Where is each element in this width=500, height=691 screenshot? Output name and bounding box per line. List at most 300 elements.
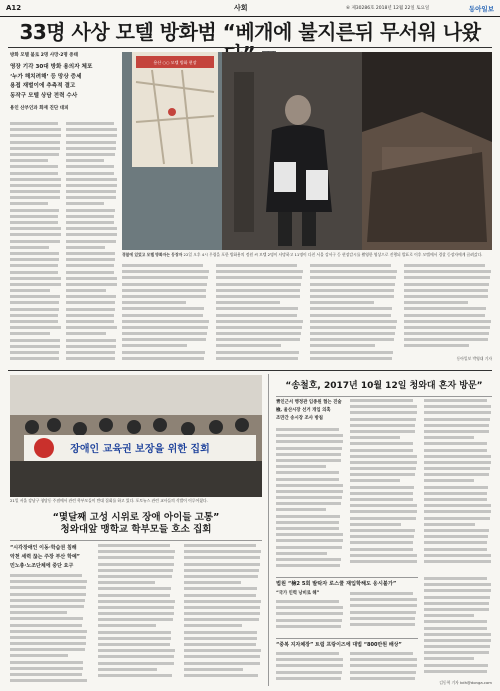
text-line (122, 314, 203, 317)
text-line (424, 523, 475, 526)
text-line (216, 338, 300, 341)
text-line (66, 184, 117, 187)
body-text-column (310, 264, 398, 364)
text-line (66, 345, 116, 348)
text-line (404, 332, 489, 335)
text-line (424, 449, 487, 452)
text-line (10, 648, 85, 651)
text-line (98, 600, 175, 603)
text-line (184, 662, 260, 665)
text-line (424, 529, 489, 532)
text-line (350, 430, 415, 433)
text-line (350, 611, 416, 614)
text-line (404, 295, 488, 298)
text-line (276, 606, 343, 609)
text-line (216, 270, 303, 273)
text-line (350, 442, 413, 445)
text-line (66, 172, 114, 175)
text-line (184, 569, 259, 572)
text-line (310, 357, 392, 360)
text-line (66, 339, 116, 342)
text-line (424, 517, 490, 520)
text-line (66, 271, 114, 274)
protest-photo-caption: 21일 서울 강남구 청담동 주점에서 관련 학부모들이 반대 집회를 하고 있다. 포토뉴스 관련 교사들의 삭발이 이루어졌다. (10, 498, 208, 503)
text-line (98, 581, 155, 584)
text-line (184, 550, 261, 553)
text-line (66, 153, 115, 156)
text-line (10, 654, 68, 657)
protest-headline-1: “몇달째 고성 시위로 장애 아이들 고통” (52, 512, 220, 523)
text-line (66, 264, 114, 267)
text-line (424, 535, 488, 538)
text-line (98, 649, 175, 652)
text-line (310, 314, 391, 317)
text-line (276, 539, 343, 542)
body-text-column (276, 652, 344, 686)
text-line (10, 308, 59, 311)
body-text-column (66, 122, 118, 368)
text-line (276, 664, 343, 667)
text-line (424, 399, 487, 402)
text-line (122, 307, 204, 310)
text-line (10, 314, 58, 317)
text-line (66, 233, 117, 236)
text-line (350, 504, 417, 507)
text-line (10, 153, 59, 156)
body-text-column (216, 264, 304, 364)
text-line (10, 147, 60, 150)
text-line (122, 351, 205, 354)
text-line (424, 589, 491, 592)
text-line (10, 351, 59, 354)
text-line (10, 233, 61, 236)
protest-subheads (10, 544, 110, 571)
text-line (310, 289, 394, 292)
text-line (10, 630, 87, 633)
text-line (276, 671, 342, 674)
text-line (216, 289, 300, 292)
subhead: “시각장애인 이동·학습권 침해 (10, 545, 77, 551)
text-line (10, 642, 86, 645)
text-line (98, 550, 175, 553)
text-line (98, 624, 156, 627)
text-line (350, 541, 413, 544)
text-line (10, 580, 87, 583)
newspaper-logo: 동아일보 (468, 4, 494, 13)
body-text-column (350, 399, 418, 572)
text-line (216, 320, 303, 323)
text-line (66, 289, 106, 292)
protest-scene (10, 375, 262, 497)
text-line (184, 544, 256, 547)
text-line (66, 196, 116, 199)
section-rule (8, 370, 492, 371)
text-line (276, 502, 341, 505)
text-line (424, 430, 489, 433)
text-line (350, 498, 413, 501)
caption-bold: 경찰에 있었고 모텔 방화자는 등장자 (122, 252, 183, 257)
text-line (350, 436, 400, 439)
text-line (66, 283, 117, 286)
page-number: A12 (6, 4, 22, 12)
text-line (276, 434, 343, 437)
text-line (310, 344, 375, 347)
text-line (98, 637, 171, 640)
text-line (10, 593, 86, 596)
text-line (10, 326, 61, 329)
text-line (276, 459, 341, 462)
text-line (10, 673, 82, 676)
text-line (66, 134, 117, 137)
text-line (310, 351, 393, 354)
text-line (350, 664, 417, 667)
text-line (98, 612, 174, 615)
text-line (404, 283, 489, 286)
text-line (276, 478, 339, 481)
body-text-column (424, 577, 492, 677)
text-line (66, 128, 117, 131)
text-line (310, 276, 396, 279)
rule (276, 577, 418, 578)
subhead: 동작구 모텔 상담 전력 수사 (10, 92, 78, 99)
text-line (10, 599, 85, 602)
text-line (276, 490, 343, 493)
text-line (424, 651, 489, 654)
text-line (66, 295, 116, 298)
text-line (66, 227, 117, 230)
text-line (10, 246, 49, 249)
text-line (216, 264, 297, 267)
text-line (122, 289, 206, 292)
text-line (276, 552, 327, 555)
text-line (10, 196, 60, 199)
text-line (122, 344, 187, 347)
rule (10, 540, 262, 541)
text-line (310, 307, 392, 310)
text-line (184, 643, 256, 646)
byline: 김동혁 기자 kdh@donga.com (439, 680, 492, 685)
text-line (424, 467, 490, 470)
text-line (10, 661, 83, 664)
text-line (10, 332, 50, 335)
text-line (66, 215, 114, 218)
text-line (424, 504, 491, 507)
text-line (66, 240, 116, 243)
text-line (424, 645, 490, 648)
subhead: 조만간 송시장 조사 방침 (276, 416, 324, 421)
text-line (276, 465, 326, 468)
text-line (424, 639, 491, 642)
text-line (404, 344, 469, 347)
banner-text: 장애인 교육권 보장을 위한 집회 (70, 444, 210, 455)
text-line (10, 209, 59, 212)
text-line (98, 662, 174, 665)
text-line (424, 664, 488, 667)
text-line (424, 554, 491, 557)
text-line (424, 405, 491, 408)
text-line (424, 541, 487, 544)
protest-headline (10, 512, 262, 536)
main-subheads (10, 52, 114, 113)
text-line (98, 631, 171, 634)
text-line (98, 606, 174, 609)
text-line (10, 624, 82, 627)
text-line (424, 455, 491, 458)
text-line (424, 620, 487, 623)
body-text-column (184, 544, 262, 686)
text-line (216, 307, 298, 310)
text-line (10, 283, 61, 286)
text-line (98, 544, 170, 547)
text-line (66, 141, 116, 144)
text-line (276, 652, 339, 655)
text-line (66, 301, 115, 304)
text-line (122, 326, 208, 329)
photo-credit: 동아일보 박영대 기자 (456, 356, 492, 361)
text-line (424, 424, 489, 427)
text-line (122, 338, 206, 341)
protest-headline-2: 청와대앞 맹학교 학부모들 호소 집회 (60, 524, 212, 535)
text-line (122, 332, 207, 335)
text-line (310, 332, 395, 335)
text-line (310, 270, 397, 273)
text-line (276, 527, 339, 530)
text-line (10, 202, 48, 205)
main-photo (122, 52, 492, 250)
text-line (424, 436, 474, 439)
song-subheads (276, 399, 348, 423)
text-line (404, 314, 485, 317)
text-line (98, 643, 170, 646)
subhead: 용인 산부인과 화재 진단 대피 (10, 106, 69, 111)
text-line (10, 320, 58, 323)
text-line (350, 418, 416, 421)
text-line (10, 611, 67, 614)
text-line (10, 215, 58, 218)
text-line (350, 535, 414, 538)
text-line (10, 345, 60, 348)
text-line (184, 587, 257, 590)
text-line (98, 674, 172, 677)
text-line (424, 577, 487, 580)
text-line (122, 276, 208, 279)
text-line (216, 332, 301, 335)
main-headline-text: 33명 사상 모텔 방화범 “베개에 불지른뒤 무서워 나왔 (19, 20, 481, 44)
caption-text: 22일 오후 4시 무렵을 포한 방화용의 정원 씨 모텔 2명이 사망하고 11명이 다친 서울 강서구 등 현장감시를 촬영한 영상으로 진행되 발표로 이후 모텔에서 경찰 등장자에게 끌려갔다. (183, 252, 483, 257)
court-headline: 법원 “檢2 5회 발탁자 로스쿨 재입학해도 응시불가” (276, 581, 397, 587)
text-line (424, 492, 487, 495)
text-line (424, 670, 487, 673)
text-line (350, 455, 417, 458)
subhead-lead: 방화 모텔 불로 2명 사망·2명 중태 (10, 53, 78, 58)
text-line (350, 492, 413, 495)
text-line (350, 411, 417, 414)
text-line (350, 658, 417, 661)
text-line (350, 560, 417, 563)
body-text-column (424, 399, 492, 572)
text-line (10, 252, 59, 255)
text-line (122, 283, 207, 286)
text-line (404, 320, 491, 323)
text-line (10, 264, 58, 267)
text-line (10, 141, 60, 144)
text-line (98, 587, 171, 590)
body-text-column (276, 428, 344, 572)
location-marker-icon (168, 108, 176, 116)
text-line (66, 308, 115, 311)
text-line (98, 655, 174, 658)
body-text-column (404, 264, 492, 352)
text-line (66, 147, 116, 150)
text-line (122, 295, 206, 298)
text-line (184, 618, 259, 621)
text-line (276, 612, 343, 615)
text-line (276, 508, 326, 511)
text-line (216, 295, 300, 298)
text-line (350, 473, 415, 476)
subhead: 영장 기각 30대 방화 용의자 체포 (10, 64, 93, 70)
text-line (184, 575, 258, 578)
photo-scene (122, 52, 492, 250)
subhead: ‘누가 해치려해’ 등 망상 증세 (10, 73, 82, 80)
text-line (350, 548, 413, 551)
text-line (184, 674, 258, 677)
text-line (424, 583, 491, 586)
text-line (66, 277, 117, 280)
text-line (10, 574, 82, 577)
text-line (10, 586, 86, 589)
text-line (404, 289, 488, 292)
text-line (276, 440, 343, 443)
main-photo-caption (122, 252, 492, 262)
page-header (0, 0, 500, 17)
subhead: 檢, 울산시장 선거 개입 의혹 (276, 408, 331, 413)
text-line (184, 556, 260, 559)
text-line (276, 677, 341, 680)
body-text-column (10, 574, 88, 686)
text-line (122, 301, 186, 304)
text-line (216, 344, 281, 347)
text-line (66, 202, 104, 205)
subhead: 민노총·노조단체에 중단 요구 (10, 563, 74, 569)
text-line (66, 314, 114, 317)
text-line (216, 276, 302, 279)
map-label: 용산 ○○ 모텔 방화 현장 (153, 60, 197, 65)
text-line (184, 649, 261, 652)
text-line (10, 227, 61, 230)
text-line (424, 608, 489, 611)
text-line (276, 521, 339, 524)
section-name: 사회 (234, 4, 248, 12)
text-line (10, 289, 50, 292)
text-line (424, 548, 487, 551)
text-line (424, 486, 488, 489)
text-line (310, 301, 374, 304)
text-line (122, 357, 204, 360)
trump-headline: “중복 지자체장” 트럼 프랑이즈에 대법 “800만원 배상” (276, 642, 402, 648)
text-line (404, 326, 490, 329)
column-divider (268, 374, 269, 686)
blurred-face (285, 95, 311, 125)
text-line (350, 510, 417, 513)
text-line (66, 351, 115, 354)
text-line (98, 563, 174, 566)
text-line (10, 667, 83, 670)
text-line (424, 479, 474, 482)
text-line (10, 295, 60, 298)
text-line (350, 554, 417, 557)
text-line (404, 264, 485, 267)
text-line (350, 652, 413, 655)
text-line (216, 301, 280, 304)
text-line (98, 575, 172, 578)
text-line (310, 320, 397, 323)
text-line (216, 283, 301, 286)
text-line (10, 240, 60, 243)
text-line (350, 486, 414, 489)
text-line (424, 657, 474, 660)
subhead: 용접 재벌이에 추측적 결고 (10, 83, 76, 89)
text-line (424, 627, 487, 630)
text-line (184, 594, 256, 597)
text-line (98, 618, 173, 621)
text-line (424, 461, 491, 464)
text-line (10, 301, 59, 304)
text-line (66, 221, 114, 224)
rule (276, 638, 418, 639)
body-text-column (276, 600, 344, 634)
text-line (10, 134, 61, 137)
text-line (216, 326, 302, 329)
rule (276, 396, 492, 397)
text-line (350, 592, 413, 595)
text-line (350, 461, 417, 464)
text-line (350, 623, 415, 626)
text-line (350, 523, 401, 526)
text-line (10, 184, 61, 187)
text-line (66, 332, 106, 335)
text-line (276, 558, 341, 561)
text-line (424, 411, 491, 414)
text-line (310, 326, 396, 329)
text-line (66, 320, 114, 323)
text-line (10, 172, 58, 175)
text-line (276, 496, 342, 499)
text-line (276, 447, 342, 450)
text-line (310, 295, 394, 298)
text-line (10, 178, 61, 181)
text-line (10, 679, 87, 682)
text-line (350, 399, 413, 402)
text-line (184, 624, 242, 627)
text-line (404, 270, 491, 273)
text-line (184, 631, 257, 634)
text-line (184, 581, 241, 584)
text-line (276, 515, 340, 518)
text-line (66, 357, 115, 360)
text-line (98, 556, 174, 559)
issue-date: ⑥ 제30286호 2018년 12월 22일 토요일 (346, 6, 430, 11)
text-line (276, 600, 339, 603)
text-line (310, 283, 395, 286)
text-line (350, 598, 417, 601)
text-line (276, 625, 341, 628)
text-line (122, 270, 209, 273)
text-line (10, 271, 58, 274)
text-line (404, 301, 468, 304)
text-line (350, 479, 400, 482)
text-line (216, 351, 299, 354)
